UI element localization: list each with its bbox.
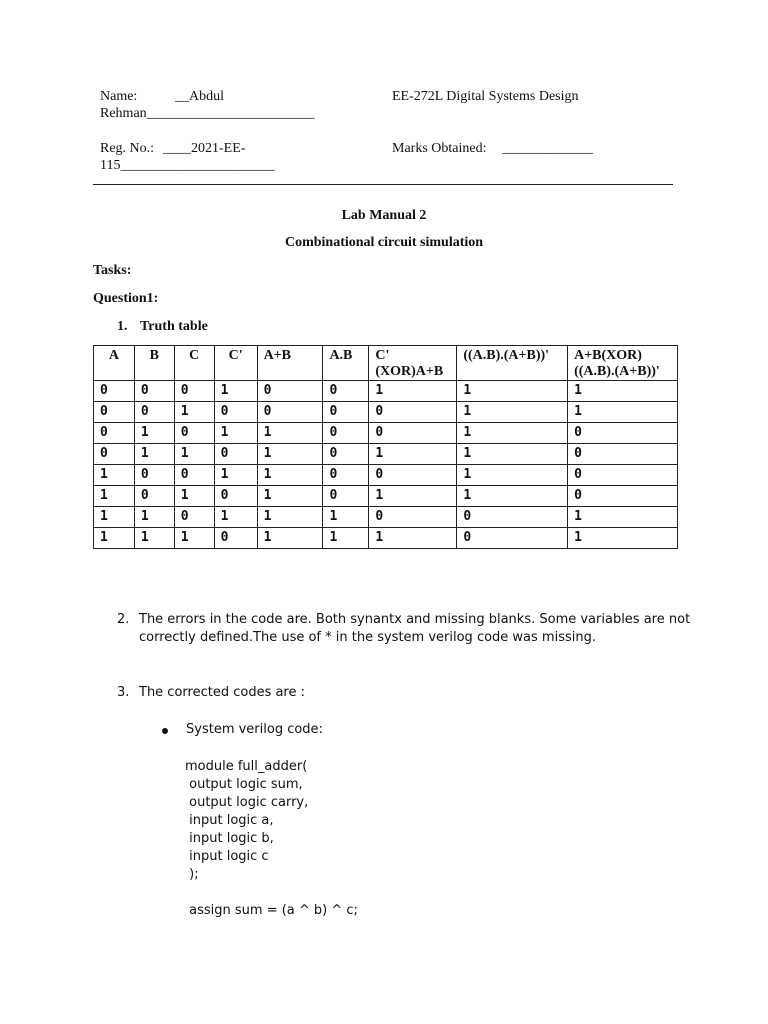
header-cell: B (134, 346, 174, 381)
header-cell: C (174, 346, 214, 381)
table-cell: 1 (323, 528, 369, 549)
table-cell: 1 (94, 465, 135, 486)
code-line: input logic c (185, 849, 269, 864)
code-line-blank (185, 884, 358, 902)
page-subtitle: Combinational circuit simulation (284, 235, 484, 250)
table-cell: 1 (457, 381, 568, 402)
tasks-heading: Tasks: (93, 263, 132, 278)
table-row (94, 507, 678, 528)
code-line: output logic carry, (185, 795, 309, 810)
table-row (94, 423, 678, 444)
table-cell: 1 (568, 507, 678, 528)
table-cell: 0 (568, 465, 678, 486)
item3-text: The corrected codes are : (139, 685, 306, 700)
item1-number: 1. (117, 319, 128, 334)
table-row (94, 486, 678, 507)
course-title: EE-272L Digital Systems Design (392, 89, 579, 104)
marks-label: Marks Obtained: (392, 141, 487, 156)
header-cell: A+B(XOR) ((A.B).(A+B))' (568, 346, 678, 381)
table-cell: 0 (94, 381, 135, 402)
header-cell: A.B (323, 346, 369, 381)
table-cell: 1 (214, 381, 257, 402)
table-cell: 1 (257, 507, 323, 528)
table-cell: 0 (94, 444, 135, 465)
code-line: ); (185, 867, 199, 882)
table-cell: 1 (457, 444, 568, 465)
table-row (94, 465, 678, 486)
table-cell: 1 (369, 528, 457, 549)
table-cell: 1 (134, 507, 174, 528)
header-cell: ((A.B).(A+B))' (457, 346, 568, 381)
table-cell: 0 (214, 444, 257, 465)
table-cell: 0 (257, 402, 323, 423)
table-cell: 1 (257, 423, 323, 444)
reg-label: Reg. No.: (100, 141, 155, 156)
table-cell: 1 (174, 528, 214, 549)
table-cell: 1 (369, 486, 457, 507)
header-cell: A+B (257, 346, 323, 381)
table-cell: 0 (568, 423, 678, 444)
header-cell: A (94, 346, 135, 381)
table-cell: 0 (174, 381, 214, 402)
table-cell: 1 (257, 444, 323, 465)
table-cell: 1 (94, 507, 135, 528)
marks-value: _____________ (502, 141, 593, 156)
table-cell: 0 (323, 486, 369, 507)
table-cell: 1 (457, 402, 568, 423)
code-line: assign sum = (a ^ b) ^ c; (185, 903, 358, 918)
name-value-line2: Rehman________________________ (100, 106, 315, 121)
code-line: output logic sum, (185, 777, 303, 792)
table-cell: 1 (257, 465, 323, 486)
table-cell: 1 (369, 381, 457, 402)
code-line: module full_adder( (185, 759, 308, 774)
table-cell: 0 (94, 423, 135, 444)
item2-line1: The errors in the code are. Both synantx and missing blanks. Some variables are not (139, 612, 691, 627)
table-cell: 0 (369, 507, 457, 528)
table-cell: 0 (369, 465, 457, 486)
table-row (94, 381, 678, 402)
table-cell: 1 (94, 528, 135, 549)
table-cell: 0 (134, 381, 174, 402)
table-cell: 0 (457, 528, 568, 549)
table-row (94, 528, 678, 549)
table-cell: 0 (214, 402, 257, 423)
table-cell: 0 (323, 402, 369, 423)
table-cell: 0 (568, 444, 678, 465)
table-cell: 1 (134, 528, 174, 549)
item1-label: Truth table (140, 319, 208, 334)
table-cell: 1 (257, 528, 323, 549)
table-cell: 0 (323, 423, 369, 444)
table-cell: 1 (568, 528, 678, 549)
code-line: input logic a, (185, 813, 274, 828)
table-cell: 0 (568, 486, 678, 507)
table-cell: 1 (457, 486, 568, 507)
table-row (94, 402, 678, 423)
table-cell: 1 (214, 423, 257, 444)
reg-value-line2: 115______________________ (100, 158, 275, 173)
table-cell: 1 (214, 465, 257, 486)
table-cell: 0 (134, 486, 174, 507)
table-cell: 1 (457, 465, 568, 486)
table-cell: 1 (174, 444, 214, 465)
bullet-dot (162, 728, 168, 734)
question-heading: Question1: (93, 291, 159, 306)
table-cell: 1 (369, 444, 457, 465)
table-cell: 0 (214, 486, 257, 507)
item2-number: 2. (117, 612, 130, 627)
code-block (185, 758, 358, 920)
header-cell: C' (214, 346, 257, 381)
table-cell: 0 (214, 528, 257, 549)
table-header-row (94, 346, 678, 381)
table-cell: 1 (568, 402, 678, 423)
table-cell: 0 (94, 402, 135, 423)
header-divider (93, 184, 673, 185)
table-cell: 1 (323, 507, 369, 528)
table-cell: 1 (134, 423, 174, 444)
table-cell: 1 (457, 423, 568, 444)
name-label: Name: (100, 89, 138, 104)
table-cell: 0 (134, 402, 174, 423)
reg-value-line1: ____2021-EE- (163, 141, 246, 156)
table-row (94, 444, 678, 465)
table-cell: 0 (257, 381, 323, 402)
table-cell: 0 (369, 402, 457, 423)
table-cell: 0 (323, 444, 369, 465)
table-cell: 0 (174, 423, 214, 444)
item2-line2: correctly defined.The use of * in the system verilog code was missing. (139, 630, 596, 645)
item3-number: 3. (117, 685, 130, 700)
table-cell: 1 (257, 486, 323, 507)
table-cell: 1 (568, 381, 678, 402)
table-cell: 0 (134, 465, 174, 486)
name-value-line1: __Abdul (175, 89, 224, 104)
code-line: input logic b, (185, 831, 274, 846)
page-title: Lab Manual 2 (341, 208, 427, 223)
table-cell: 0 (323, 381, 369, 402)
table-cell: 1 (94, 486, 135, 507)
table-cell: 1 (174, 402, 214, 423)
header-cell: C' (XOR)A+B (369, 346, 457, 381)
table-cell: 1 (134, 444, 174, 465)
bullet-text: System verilog code: (186, 722, 323, 737)
table-cell: 1 (174, 486, 214, 507)
table-cell: 0 (323, 465, 369, 486)
table-cell: 0 (369, 423, 457, 444)
table-cell: 1 (214, 507, 257, 528)
truth-table (93, 345, 678, 549)
table-cell: 0 (457, 507, 568, 528)
table-cell: 0 (174, 507, 214, 528)
table-cell: 0 (174, 465, 214, 486)
